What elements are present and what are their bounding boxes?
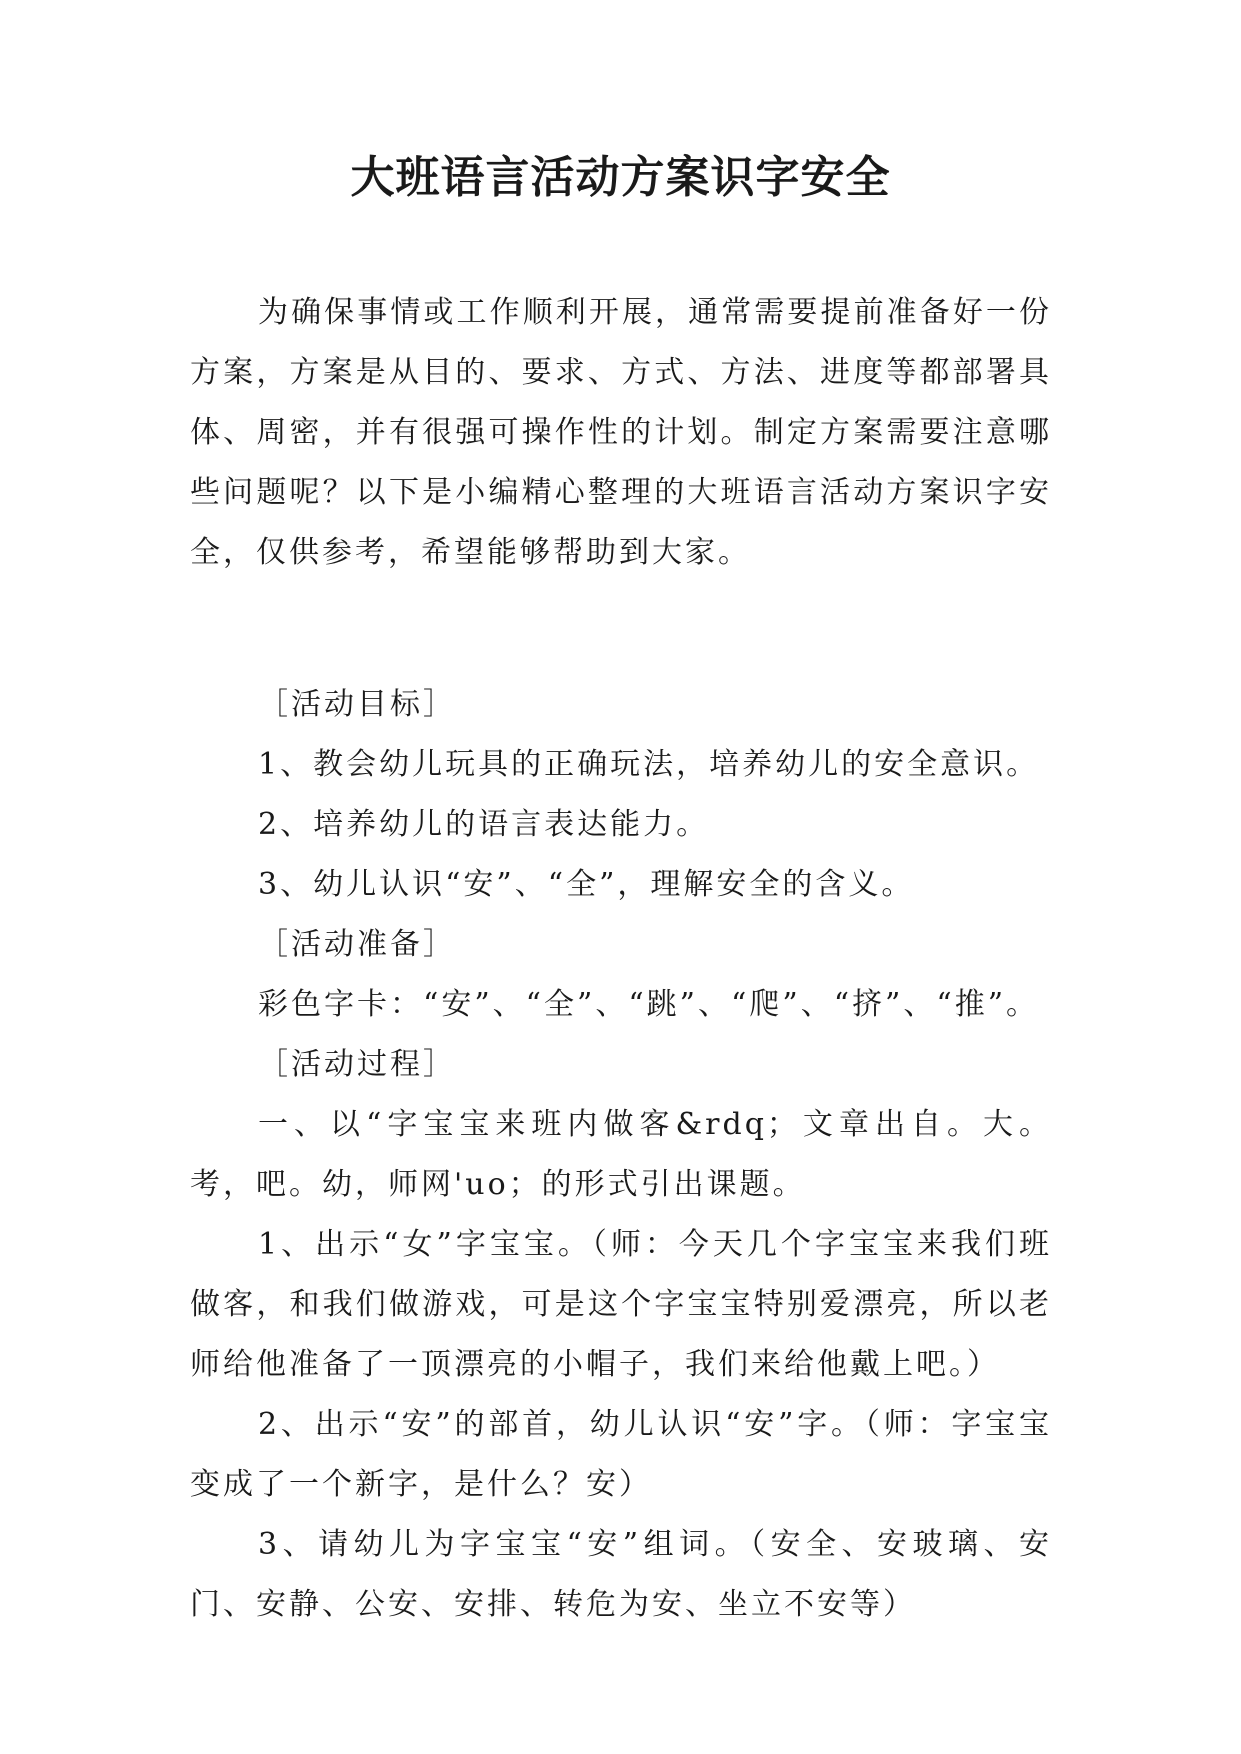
process-heading: ［活动过程］ [258, 1047, 456, 1082]
process-step-2: 2、出示“安”的部首，幼儿认识“安”字。（师：字宝宝变成了一个新字，是什么？安） [190, 1407, 1052, 1502]
process-intro: 一、以“字宝宝来班内做客&rdq；文章出自。大。考，吧。幼，师网'uo；的形式引出课题。 [190, 1107, 1052, 1202]
paragraph-gap [190, 583, 1052, 675]
intro-paragraph: 为确保事情或工作顺利开展，通常需要提前准备好一份方案，方案是从目的、要求、方式、方法、进度等都部署具体、周密，并有很强可操作性的计划。制定方案需要注意哪些问题呢？以下是小编精心整理的大班语言活动方案识字安全，仅供参考，希望能够帮助到大家。 [190, 295, 1052, 570]
goal-item-1: 1、教会幼儿玩具的正确玩法，培养幼儿的安全意识。 [258, 747, 1040, 782]
document-title: 大班语言活动方案识字安全 [350, 152, 891, 203]
document-body [190, 283, 1052, 1635]
prep-item-1: 彩色字卡：“安”、“全”、“跳”、“爬”、“挤”、“推”。 [258, 987, 1040, 1022]
process-step-3: 3、请幼儿为字宝宝“安”组词。（安全、安玻璃、安门、安静、公安、安排、转危为安、坐立不安等） [190, 1527, 1052, 1622]
goals-heading: ［活动目标］ [258, 687, 456, 722]
process-step-1: 1、出示“女”字宝宝。（师：今天几个字宝宝来我们班做客，和我们做游戏，可是这个字宝宝特别爱漂亮，所以老师给他准备了一顶漂亮的小帽子，我们来给他戴上吧。） [190, 1227, 1052, 1382]
prep-heading: ［活动准备］ [258, 927, 456, 962]
goal-item-2: 2、培养幼儿的语言表达能力。 [258, 807, 710, 842]
goal-item-3: 3、幼儿认识“安”、“全”，理解安全的含义。 [258, 867, 915, 902]
